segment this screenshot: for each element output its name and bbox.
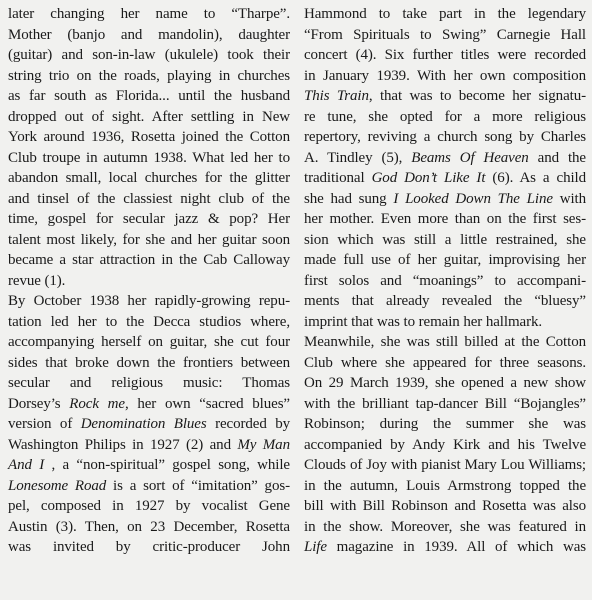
text-line: Life magazine in 1939. All of which was	[304, 539, 586, 555]
text-line: Club where she appeared for three seasons.	[304, 354, 586, 371]
text-line: “From Spirituals to Swing” Carnegie Hall	[304, 26, 586, 43]
text-line: Mother (banjo and mandolin), daughter	[8, 26, 290, 43]
text-line: traditional God Don’t Like It (6). As a child	[304, 170, 587, 186]
text-line: ments that already revealed the “bluesy”	[304, 293, 586, 309]
text-line: revue (1).	[8, 272, 66, 289]
text-line: imprint that was to remain her hallmark.	[304, 313, 543, 330]
text-line: her mother. Even more than on the first ses-	[304, 211, 586, 227]
text-line: in the autumn, Louis Armstrong topped the	[304, 477, 586, 494]
text-line: abandon small, local churches for the glitter	[8, 170, 290, 186]
text-line: Clouds of Joy with pianist Mary Lou Williams;	[304, 457, 586, 473]
text-line: made full use of her guitar, improvising her	[304, 252, 586, 268]
right-text-column	[304, 4, 586, 558]
text-line: Meanwhile, she was still billed at the Cotton	[304, 334, 586, 350]
text-line: version of Denomination Blues recorded by	[8, 416, 290, 432]
text-line: in January 1939. With her own composition	[304, 67, 586, 84]
text-line: This Train, that was to become her signatu-	[304, 88, 587, 104]
text-line: pel, composed in 1927 by vocalist Gene	[8, 498, 290, 514]
text-line: Hammond to take part in the legendary	[304, 6, 586, 22]
text-line: in the show. Moreover, she was featured in	[304, 518, 586, 535]
text-line: And I , a “non-spiritual” gospel song, while	[8, 457, 290, 473]
text-line: Dorsey’s Rock me, her own “sacred blues”	[8, 395, 290, 412]
text-line: Austin (3). Then, on 23 December, Rosetta	[8, 518, 290, 535]
text-line: tation led her to the Decca studios where,	[8, 313, 290, 330]
text-line: with the brilliant tap-dancer Bill “Bojangles”	[304, 395, 586, 412]
text-line: and tinsel of the classiest night club of the	[8, 190, 290, 207]
text-line: was invited by critic-producer John	[8, 539, 290, 555]
text-line: Lonesome Road is a sort of “imitation” gos-	[8, 477, 290, 494]
text-line: sion which was still a little restrained, she	[304, 231, 586, 248]
text-line: On 29 March 1939, she opened a new show	[304, 375, 586, 391]
text-line: as far south as Florida... until the husband	[8, 88, 290, 104]
text-line: York around 1936, Rosetta joined the Cotton	[8, 129, 290, 145]
text-line: bill with Bill Robinson and Rosetta was also	[304, 498, 586, 514]
text-line: Washington Philips in 1927 (2) and My Man	[8, 436, 290, 453]
text-line: sides that broke down the frontiers between	[8, 354, 290, 371]
text-line: she had sung I Looked Down The Line with	[304, 190, 586, 207]
text-line: A. Tindley (5), Beams Of Heaven and the	[304, 149, 586, 166]
text-line: became a star attraction in the Cab Calloway	[8, 252, 290, 268]
text-line: dropped out of sight. After settling in New	[8, 108, 290, 125]
text-line: repertory, reviving a church song by Charles	[304, 129, 586, 145]
text-line	[8, 558, 290, 579]
left-text-column	[8, 4, 290, 599]
text-line: re tune, she opted for a more religious	[304, 108, 586, 125]
text-line: Robinson; during the summer she was	[304, 416, 586, 432]
text-line: later changing her name to “Tharpe”.	[8, 6, 290, 22]
text-line: time, gospel for secular jazz & pop? Her	[8, 211, 290, 227]
text-line: (guitar) and son-in-law (ukulele) took their	[8, 47, 290, 63]
text-line: talent most likely, for she and her guitar soon	[8, 231, 290, 248]
text-line: concert (4). Six further titles were recorded	[304, 47, 586, 63]
text-line	[8, 578, 290, 599]
text-line: string trio on the roads, playing in churches	[8, 67, 290, 84]
text-line: accompanied by Andy Kirk and his Twelve	[304, 436, 586, 453]
text-line: first solos and “moanings” to accompani-	[304, 272, 586, 289]
text-line: accompanying herself on guitar, she cut four	[8, 334, 290, 350]
text-line: secular and religious music: Thomas	[8, 375, 290, 391]
text-line: Club troupe in autumn 1938. What led her to	[8, 149, 290, 166]
text-line: By October 1938 her rapidly-growing repu-	[8, 293, 290, 309]
